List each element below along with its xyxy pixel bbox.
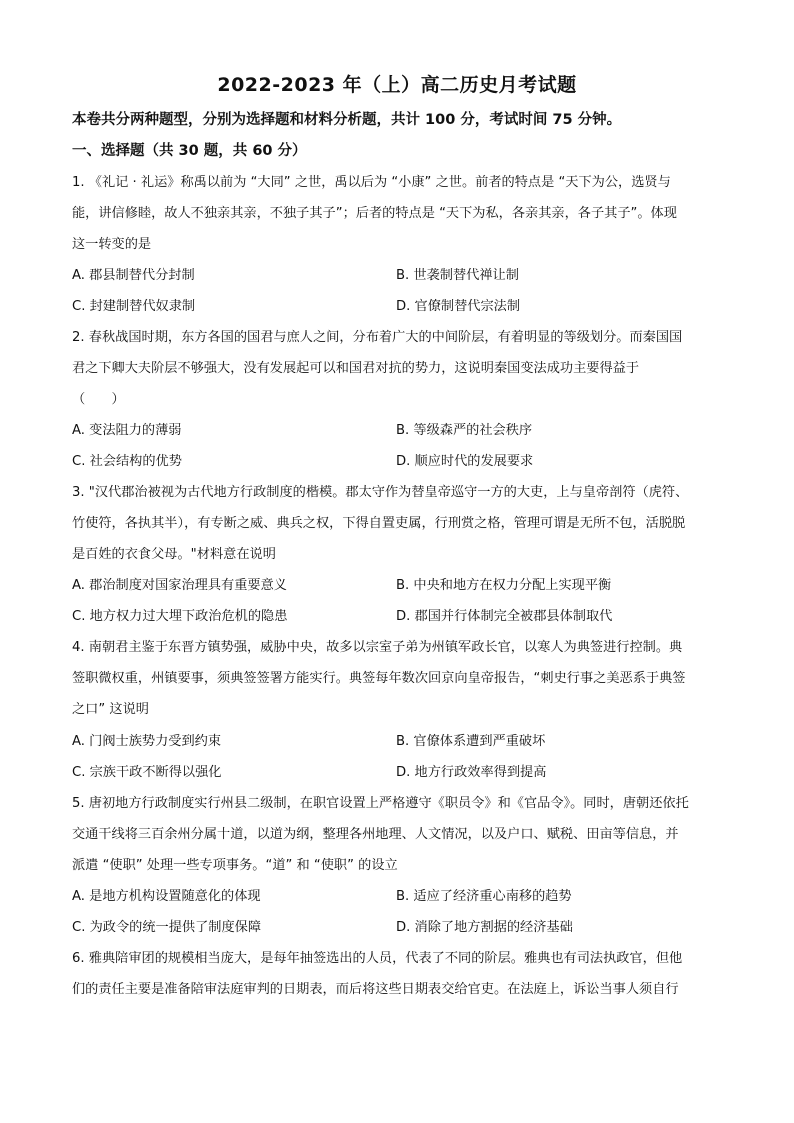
question-5-option-d: D. 消除了地方割据的经济基础 <box>396 920 573 935</box>
question-2-text: 2. 春秋战国时期，东方各国的国君与庶人之间，分布着广大的中间阶层，有着明显的等级划分。而秦国国 <box>72 330 683 345</box>
question-2-text: 君之下卿大夫阶层不够强大，没有发展起可以和国君对抗的势力，这说明秦国变法成功主要得益于 <box>72 361 640 376</box>
question-1-option-b: B. 世袭制替代禅让制 <box>396 268 519 283</box>
question-3-text: 竹使符，各执其半），有专断之威、典兵之权，下得自置吏属，行刑赏之格，管理可谓是无所不包，活脱脱 <box>72 516 686 531</box>
question-5-text: 派遣 “使职” 处理一些专项事务。“道” 和 “使职” 的设立 <box>72 858 398 873</box>
question-3-option-d: D. 郡国并行体制完全被郡县体制取代 <box>396 609 613 624</box>
section-heading: 一、选择题（共 30 题，共 60 分） <box>72 143 307 159</box>
question-1-text: 1. 《礼记 · 礼运》称禹以前为 “大同” 之世，禹以后为 “小康” 之世。前者的特点是 “天下为公，选贤与 <box>72 175 671 190</box>
question-5-option-b: B. 适应了经济重心南移的趋势 <box>396 889 572 904</box>
question-3-option-c: C. 地方权力过大埋下政治危机的隐患 <box>72 609 288 624</box>
question-4-option-a: A. 门阀士族势力受到约束 <box>72 734 222 749</box>
question-1-option-d: D. 官僚制替代宗法制 <box>396 299 521 314</box>
question-5-text: 交通干线将三百余州分属十道，以道为纲，整理各州地理、人文情况，以及户口、赋税、田亩等信息，并 <box>72 827 679 842</box>
question-5-text: 5. 唐初地方行政制度实行州县二级制，在职官设置上严格遵守《职员令》和《官品令》。同时，唐朝还依托 <box>72 796 689 811</box>
question-2-option-a: A. 变法阻力的薄弱 <box>72 423 182 438</box>
question-3-text: 3. "汉代郡治被视为古代地方行政制度的楷模。郡太守作为替皇帝巡守一方的大吏，上与皇帝剖符（虎符、 <box>72 485 689 500</box>
question-4-text: 4. 南朝君主鉴于东晋方镇势强，威胁中央，故多以宗室子弟为州镇军政长官，以寒人为典签进行控制。典 <box>72 640 683 655</box>
question-6-text: 们的责任主要是准备陪审法庭审判的日期表，而后将这些日期表交给官吏。在法庭上，诉讼当事人须自行 <box>72 982 679 997</box>
question-4-option-d: D. 地方行政效率得到提高 <box>396 765 547 780</box>
question-5-option-c: C. 为政令的统一提供了制度保障 <box>72 920 262 935</box>
question-1-text: 这一转变的是 <box>72 237 152 252</box>
question-6-text: 6. 雅典陪审团的规模相当庞大，是每年抽签选出的人员，代表了不同的阶层。雅典也有司法执政官，但他 <box>72 951 683 966</box>
question-5-option-a: A. 是地方机构设置随意化的体现 <box>72 889 261 904</box>
question-3-text: 是百姓的衣食父母。"材料意在说明 <box>72 547 276 562</box>
question-3-option-a: A. 郡治制度对国家治理具有重要意义 <box>72 578 287 593</box>
exam-intro: 本卷共分两种题型，分别为选择题和材料分析题，共计 100 分，考试时间 75 分钟。 <box>72 112 622 128</box>
question-3-option-b: B. 中央和地方在权力分配上实现平衡 <box>396 578 612 593</box>
question-4-option-c: C. 宗族干政不断得以强化 <box>72 765 222 780</box>
question-2-option-b: B. 等级森严的社会秩序 <box>396 423 533 438</box>
question-4-option-b: B. 官僚体系遭到严重破坏 <box>396 734 546 749</box>
question-2-option-c: C. 社会结构的优势 <box>72 454 182 469</box>
question-4-text: 之口” 这说明 <box>72 702 149 717</box>
question-1-option-c: C. 封建制替代奴隶制 <box>72 299 196 314</box>
exam-title: 2022-2023 年（上）高二历史月考试题 <box>217 74 577 96</box>
question-1-text: 能，讲信修睦，故人不独亲其亲，不独子其子”；后者的特点是 “天下为私，各亲其亲，各子其子”。体现 <box>72 206 677 221</box>
question-4-text: 签职微权重，州镇要事，须典签签署方能实行。典签每年数次回京向皇帝报告，“刺史行事之美恶系于典签 <box>72 671 686 686</box>
question-1-option-a: A. 郡县制替代分封制 <box>72 268 195 283</box>
question-2-text: （ ） <box>72 392 125 407</box>
question-2-option-d: D. 顺应时代的发展要求 <box>396 454 534 469</box>
